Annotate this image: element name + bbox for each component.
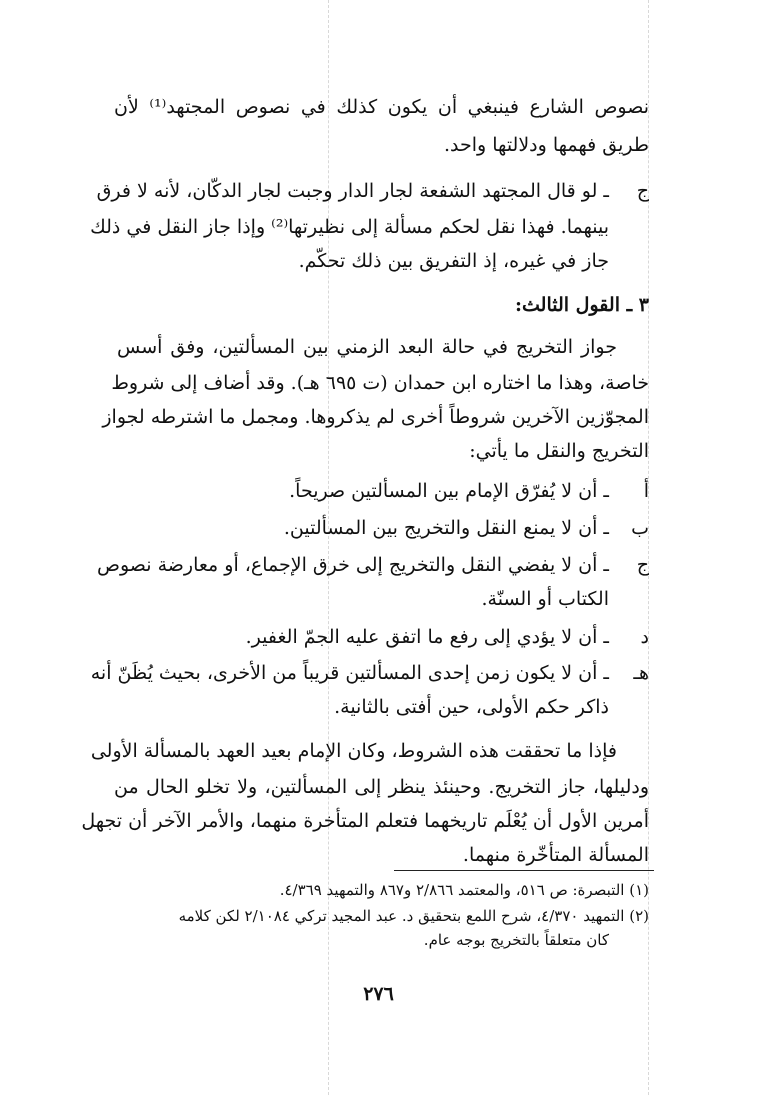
- list-marker: ج: [636, 554, 649, 576]
- text-line: جاز في غيره، إذ التفريق بين ذلك تحكّم.: [298, 250, 609, 272]
- footnote-continuation: كان متعلقاً بالتخريج بوجه عام.: [423, 931, 609, 949]
- footnote-separator: [394, 870, 654, 871]
- section-heading: ٣ ـ القول الثالث:: [515, 294, 649, 316]
- list-marker: ج: [636, 180, 649, 202]
- text-line: الكتاب أو السنّة.: [481, 588, 609, 610]
- footnote: (١) التبصرة: ص ٥١٦، والمعتمد ٢/٨٦٦ و٨٦٧ والتمهيد ٤/٣٦٩.: [279, 881, 649, 899]
- text-line: ـ أن لا يؤدي إلى رفع ما اتفق عليه الجمّ الغفير.: [245, 626, 609, 648]
- text-line: خاصة، وهذا ما اختاره ابن حمدان (ت ٦٩٥ هـ). وقد أضاف إلى شروط: [111, 372, 649, 394]
- list-marker: أ: [643, 480, 649, 502]
- text-line: التخريج والنقل ما يأتي:: [469, 440, 649, 462]
- text-line: المجوّزين الآخرين شروطاً أخرى لم يذكروها. ومجمل ما اشترطه لجواز: [102, 406, 649, 428]
- text-line: المسألة المتأخّرة منهما.: [462, 844, 649, 866]
- text-line: ودليلها، جاز التخريج. وحينئذ ينظر إلى المسألتين، ولا تخلو الحال من: [114, 776, 649, 798]
- text-line: ـ أن لا يمنع النقل والتخريج بين المسألتين.: [283, 517, 609, 539]
- text-line: فإذا ما تحققت هذه الشروط، وكان الإمام بعيد العهد بالمسألة الأولى: [90, 740, 617, 762]
- page-number: ٢٧٦: [363, 983, 394, 1005]
- text-line: أمرين الأول أن يُعْلَم تاريخهما فتعلم المتأخرة منهما، والأمر الآخر أن تجهل: [81, 810, 649, 832]
- text-line: بينهما. فهذا نقل لحكم مسألة إلى نظيرتها⁽²⁾ وإذا جاز النقل في ذلك: [90, 216, 609, 238]
- text-line: ـ أن لا يُفرّق الإمام بين المسألتين صريحاً.: [289, 480, 609, 502]
- text-line: ـ أن لا يكون زمن إحدى المسألتين قريباً من الأخرى، بحيث يُظَنّ أنه: [90, 662, 609, 684]
- text-line: ذاكر حكم الأولى، حين أفتى بالثانية.: [334, 696, 609, 718]
- footnote: (٢) التمهيد ٤/٣٧٠، شرح اللمع بتحقيق د. عبد المجيد تركي ٢/١٠٨٤ لكن كلامه: [178, 907, 649, 925]
- list-marker: د: [640, 626, 649, 648]
- text-line: طريق فهمها ودلالتها واحد.: [444, 134, 649, 156]
- text-line: ـ لو قال المجتهد الشفعة لجار الدار وجبت لجار الدكّان، لأنه لا فرق: [96, 180, 609, 202]
- text-line: ـ أن لا يفضي النقل والتخريج إلى خرق الإجماع، أو معارضة نصوص: [97, 554, 609, 576]
- text-line: جواز التخريج في حالة البعد الزمني بين المسألتين، وفق أسس: [117, 336, 617, 358]
- text-line: نصوص الشارع فينبغي أن يكون كذلك في نصوص المجتهد⁽¹⁾ لأن: [114, 96, 649, 118]
- list-marker: هـ: [633, 662, 649, 684]
- list-marker: ب: [631, 517, 649, 539]
